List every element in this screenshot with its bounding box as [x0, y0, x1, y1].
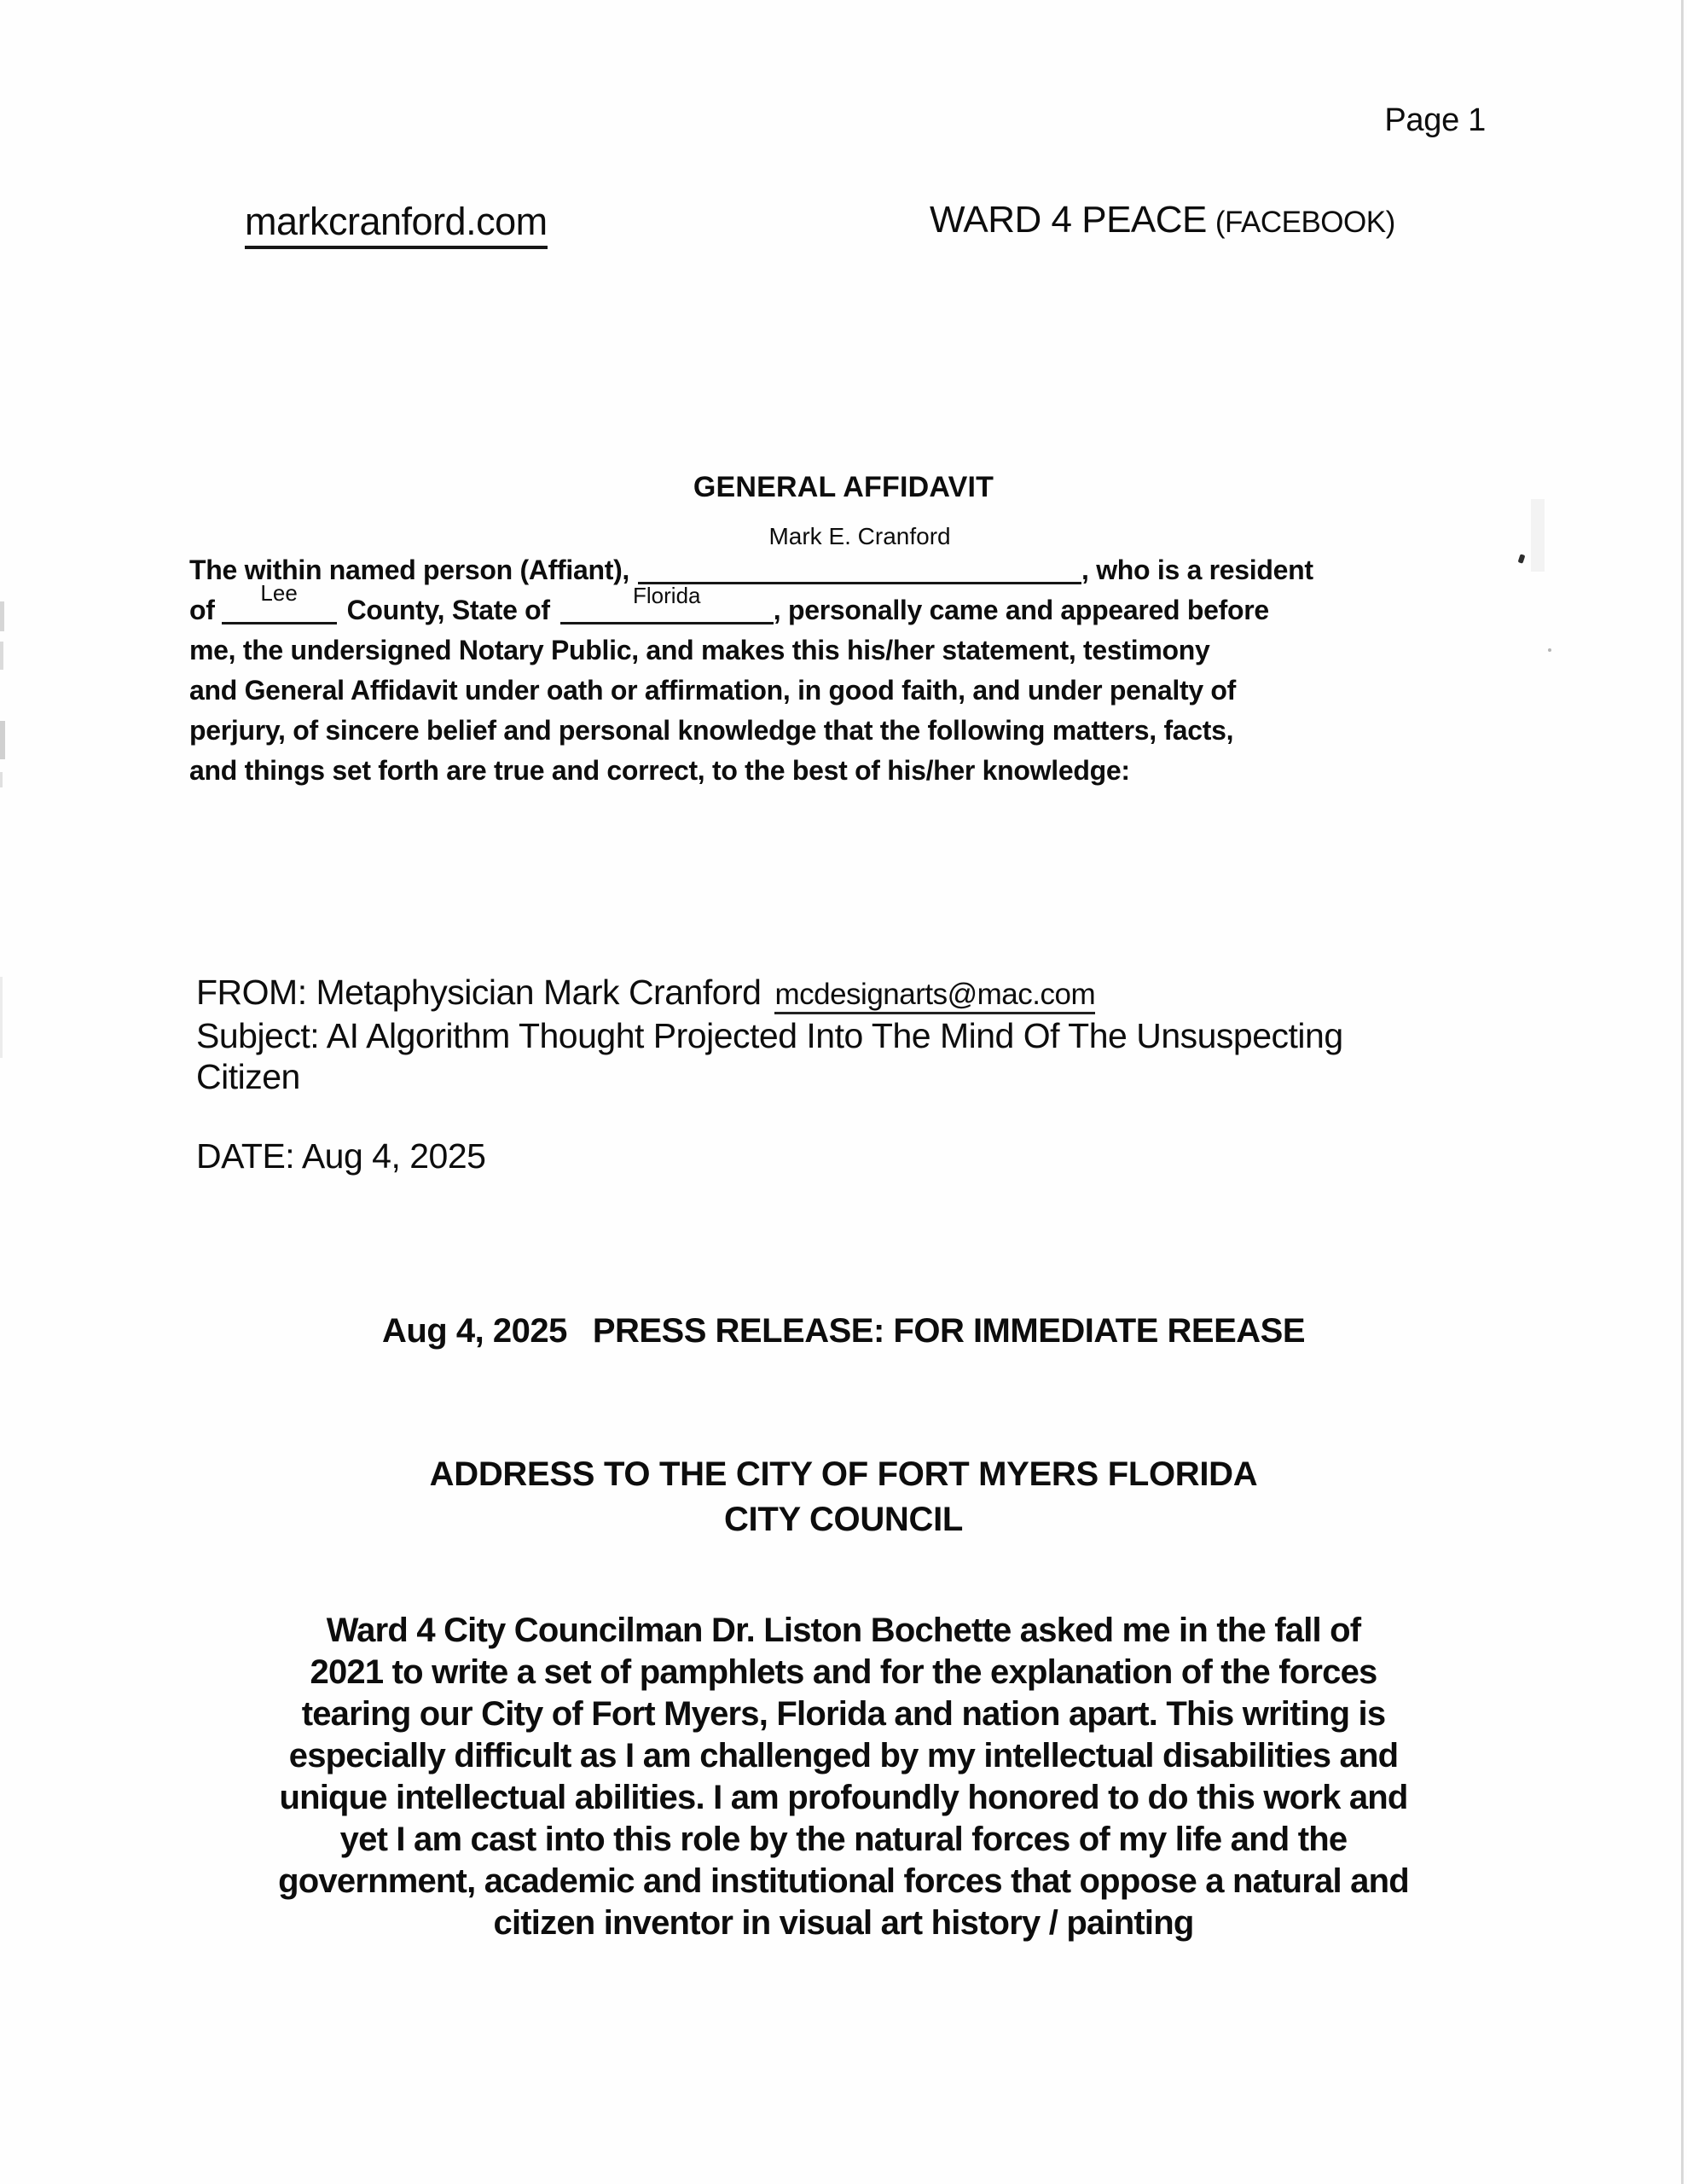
memo-from-label: FROM: Metaphysician Mark Cranford: [196, 973, 762, 1012]
scan-smudge: [0, 772, 3, 787]
memo-block: [196, 972, 1343, 1097]
affidavit-line-6: and things set forth are true and correct, to the best of his/her knowledge:: [189, 755, 1130, 786]
scan-streak: [1531, 499, 1545, 572]
affidavit-line-2: [189, 580, 1486, 630]
scan-speck: [1518, 554, 1526, 563]
body-line: yet I am cast into this role by the natural forces of my life and the: [339, 1821, 1348, 1858]
state-fill: Florida: [633, 583, 701, 608]
banner-title: [930, 199, 1395, 241]
affidavit-line-1: [189, 523, 1486, 590]
press-release-date: Aug 4, 2025: [381, 1312, 567, 1350]
state-blank: [560, 583, 774, 624]
memo-date-line: DATE: Aug 4, 2025: [196, 1136, 486, 1176]
memo-subject-line-2: Citizen: [196, 1057, 300, 1096]
page-number: Page 1: [1384, 102, 1486, 138]
body-paragraph: [0, 1610, 1687, 1944]
county-fill: Lee: [260, 580, 298, 606]
body-line: Ward 4 City Councilman Dr. Liston Bochette asked me in the fall of: [326, 1612, 1361, 1649]
address-heading-line-2: CITY COUNCIL: [723, 1501, 964, 1538]
affidavit-line1-post: , who is a resident: [1081, 555, 1313, 585]
memo-subject-line-1: Subject: AI Algorithm Thought Projected Into The Mind Of The Unsuspecting: [196, 1016, 1343, 1055]
affidavit-line-5: perjury, of sincere belief and personal knowledge that the following matters, facts,: [189, 715, 1234, 746]
body-line: government, academic and institutional forces that oppose a natural and: [278, 1862, 1409, 1900]
affidavit-line-4: and General Affidavit under oath or affirmation, in good faith, and under penalty of: [189, 675, 1237, 706]
press-release-line: [0, 1312, 1687, 1350]
body-line: tearing our City of Fort Myers, Florida and nation apart. This writing is: [301, 1695, 1386, 1733]
scan-smudge: [0, 601, 4, 631]
county-blank: [222, 580, 337, 624]
affidavit-title: GENERAL AFFIDAVIT: [693, 471, 994, 503]
memo-from-line: [196, 972, 1343, 1015]
body-line: citizen inventor in visual art history / painting: [493, 1904, 1194, 1942]
banner-text: WARD 4 PEACE: [930, 199, 1207, 241]
affidavit-line2-pre: of: [189, 595, 215, 625]
scan-smudge: [0, 721, 5, 759]
scan-speck: [1548, 648, 1551, 652]
scan-smudge: [0, 642, 3, 670]
affidavit-line-3: me, the undersigned Notary Public, and makes this his/her statement, testimony: [189, 635, 1210, 665]
body-line: unique intellectual abilities. I am profoundly honored to do this work and: [279, 1779, 1408, 1816]
scan-smudge: [0, 977, 3, 1058]
affidavit-line2-post: , personally came and appeared before: [773, 595, 1269, 625]
address-heading: [0, 1452, 1687, 1542]
body-line: especially difficult as I am challenged by my intellectual disabilities and: [288, 1737, 1399, 1774]
affidavit-line1-pre: The within named person (Affiant),: [189, 555, 630, 585]
affiant-name-fill: Mark E. Cranford: [768, 523, 951, 549]
affidavit-paragraph: [189, 523, 1486, 791]
press-release-headline: PRESS RELEASE: FOR IMMEDIATE REEASE: [592, 1312, 1306, 1350]
memo-email-link[interactable]: mcdesignarts@mac.com: [774, 978, 1095, 1014]
site-link[interactable]: markcranford.com: [245, 200, 548, 249]
banner-suffix: (FACEBOOK): [1215, 206, 1395, 239]
body-line: 2021 to write a set of pamphlets and for the explanation of the forces: [310, 1653, 1377, 1691]
address-heading-line-1: ADDRESS TO THE CITY OF FORT MYERS FLORIDA: [429, 1455, 1258, 1493]
affidavit-line2-mid: County, State of: [346, 595, 550, 625]
